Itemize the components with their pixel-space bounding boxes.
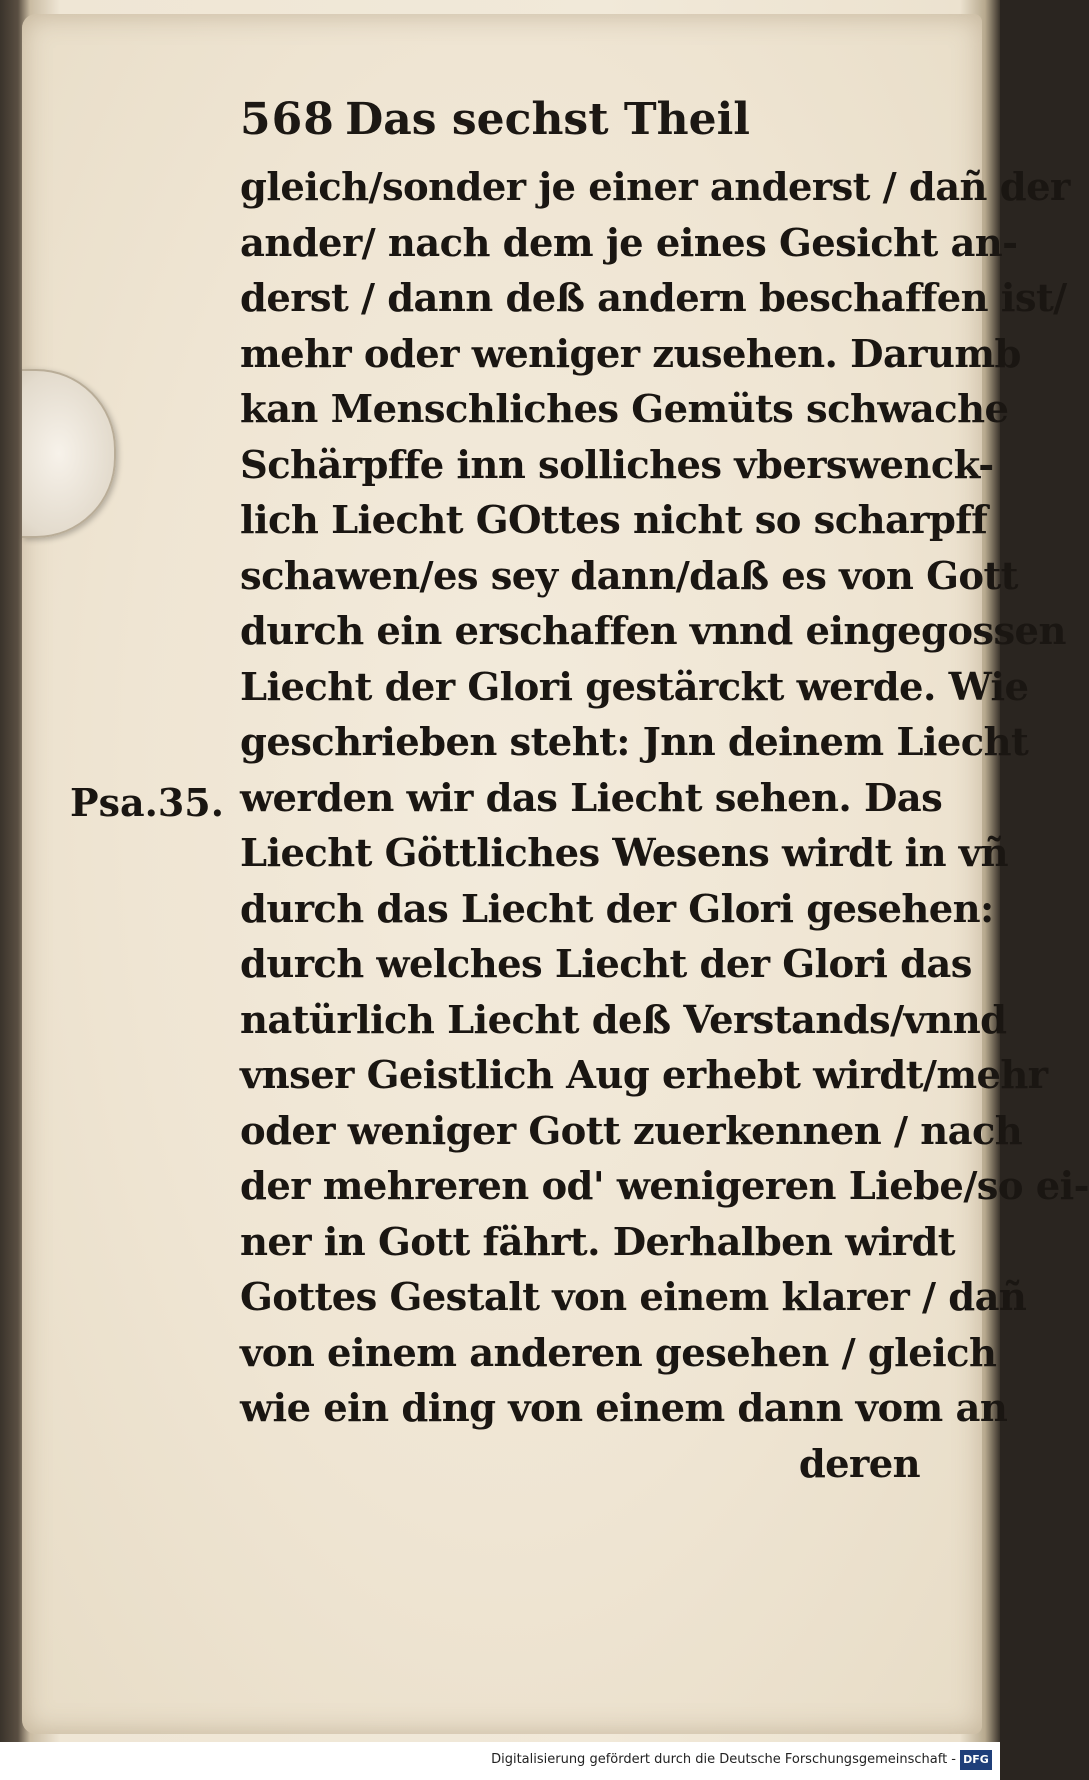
text-line: kan Menschliches Gemüts schwache: [240, 387, 1009, 432]
text-line: durch das Liecht der Glori gesehen:: [240, 886, 994, 932]
text-line: geschrieben steht: Jnn deinem Liecht: [240, 720, 1029, 765]
running-title: Das sechst Theil: [345, 94, 750, 145]
page-number: 568: [240, 94, 335, 145]
text-line: wie ein ding von einem dann vom an: [240, 1386, 1008, 1431]
text-line: natürlich Liecht deß Verstands/vnnd: [240, 997, 1007, 1043]
text-line: durch ein erschaffen vnnd eingegossen: [240, 609, 1066, 654]
text-line: von einem anderen gesehen / gleich: [240, 1330, 997, 1376]
dfg-logo: DFG: [960, 1750, 992, 1770]
text-line: ander/ nach dem je eines Gesicht an-: [240, 220, 1018, 266]
text-line: der mehreren od' wenigeren Liebe/so ei-: [240, 1164, 1089, 1209]
text-line: Schärpffe inn solliches vberswenck-: [240, 442, 994, 488]
page-tab-marker: [22, 369, 116, 538]
text-line: oder weniger Gott zuerkennen / nach: [240, 1108, 1023, 1154]
marginal-note: Psa.35.: [70, 780, 224, 825]
catchword: deren: [798, 1441, 920, 1487]
text-line: vnser Geistlich Aug erhebt wirdt/mehr: [240, 1053, 1048, 1098]
text-line: gleich/sonder je einer anderst / dañ der: [240, 165, 1070, 210]
text-line: durch welches Liecht der Glori das: [240, 942, 972, 987]
text-line: schawen/es sey dann/daß es von Gott: [240, 553, 1018, 599]
text-line: werden wir das Liecht sehen. Das: [240, 775, 943, 821]
text-line: Gottes Gestalt von einem klarer / dañ: [240, 1275, 1027, 1320]
running-header: [240, 90, 760, 150]
text-line: mehr oder weniger zusehen. Darumb: [240, 331, 1021, 377]
text-line: derst / dann deß andern beschaffen ist/: [240, 276, 1067, 321]
digitization-credit: Digitalisierung gefördert durch die Deutsche Forschungsgemeinschaft -: [491, 1752, 956, 1767]
text-line: Liecht der Glori gestärckt werde. Wie: [240, 664, 1029, 710]
text-line: lich Liecht GOttes nicht so scharpff: [240, 498, 988, 543]
text-line: ner in Gott fährt. Derhalben wirdt: [240, 1219, 955, 1265]
text-line: Liecht Göttliches Wesens wirdt in vñ: [240, 831, 1008, 876]
body-text: [240, 160, 1089, 1492]
